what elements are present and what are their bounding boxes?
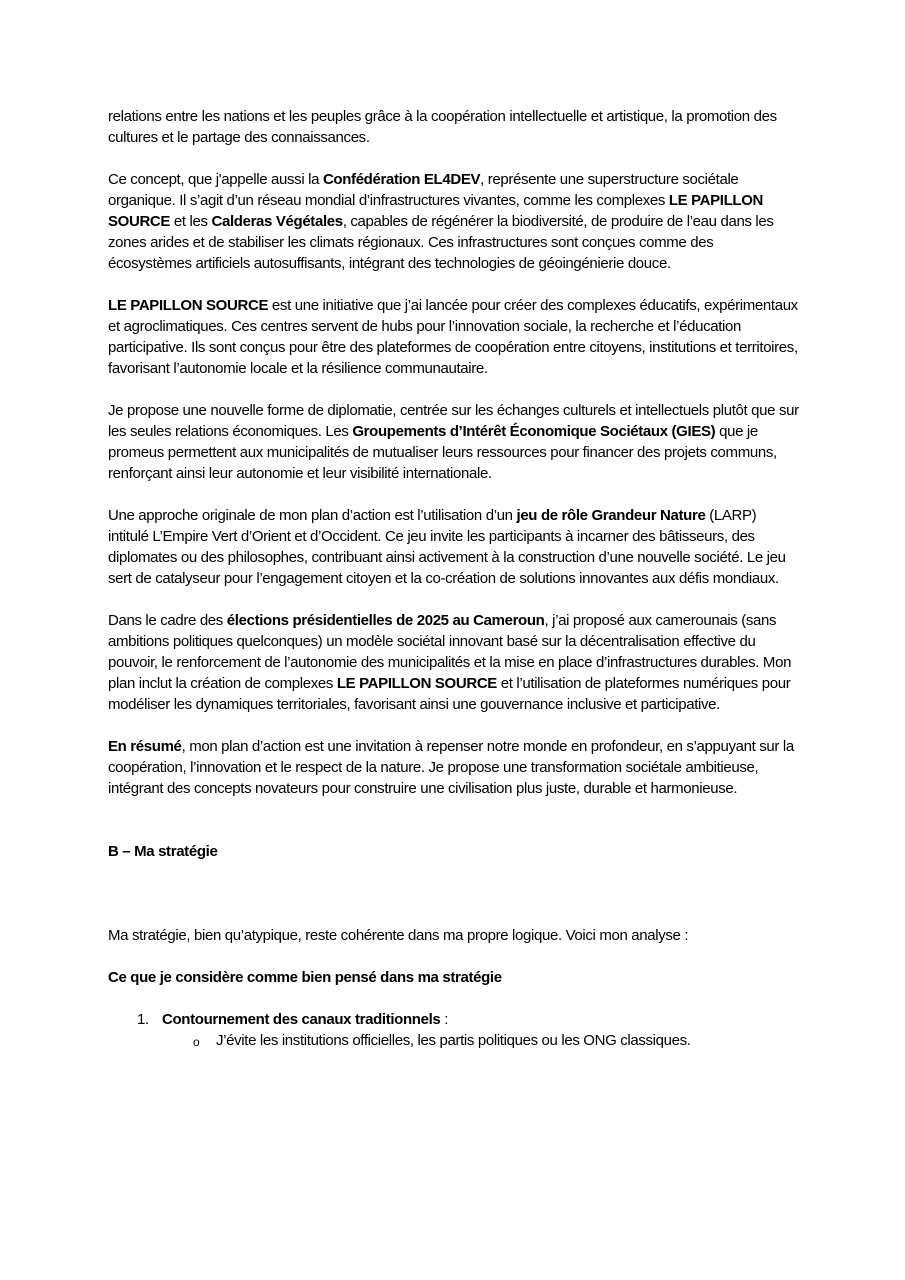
numbered-list [108, 1009, 800, 1051]
bold-term: LE PAPILLON SOURCE [108, 192, 764, 230]
section-heading: B – Ma stratégie [108, 843, 218, 860]
list-item-suffix: : [440, 1011, 449, 1028]
sublist-item-text: J’évite les institutions officielles, les partis politiques ou les ONG classiques. [216, 1032, 691, 1049]
paragraph-1 [108, 106, 800, 148]
text: Ce concept, que j'appelle aussi la [108, 171, 323, 188]
bold-term: Confédération EL4DEV [322, 171, 481, 188]
document-page [108, 106, 800, 1051]
text: , mon plan d’action est une invitation à repenser notre monde en profondeur, en s’appuyant sur la coopération, l’innovation et le respect de la nature. Je propose une transformation sociétale ambitieuse, intégrant des concepts novateurs pour construire une civilisation plus juste, durable et harmonieuse. [108, 738, 794, 797]
bold-term: Calderas Végétales [211, 213, 343, 230]
text: relations entre les nations et les peuples grâce à la coopération intellectuelle et artistique, la promotion des cultures et le partage des connaissances. [108, 108, 777, 146]
bold-term: élections présidentielles de 2025 au Cameroun [226, 612, 545, 629]
list-item [108, 1009, 800, 1051]
text: Une approche originale de mon plan d’action est l’utilisation d’un [108, 507, 517, 524]
text: , capables de régénérer la biodiversité, de produire de l’eau dans les zones arides et de stabiliser les climats régionaux. Ces infrastructures sont conçues comme des écosystèmes artificiels autosuffisants, intégrant des technologies de géoingénierie douce. [108, 213, 774, 272]
text: que je promeus permettent aux municipalités de mutualiser leurs ressources pour financer des projets communs, renforçant ainsi leur autonomie et leur visibilité internationale. [108, 423, 777, 482]
paragraph-3 [108, 295, 800, 379]
paragraph-2 [108, 169, 800, 274]
list-number: 1. [137, 1011, 149, 1028]
paragraph-7 [108, 736, 800, 799]
paragraph-6 [108, 610, 800, 715]
bold-term: LE PAPILLON SOURCE [336, 675, 497, 692]
text: , j’ai proposé aux camerounais (sans ambitions politiques quelconques) un modèle sociétal innovant basé sur la décentralisation effective du pouvoir, le renforcement de l’autonomie des municipalités et la mise en place d’infrastructures durables. Mon plan inclut la création de complexes [108, 612, 792, 692]
bold-term: jeu de rôle Grandeur Nature [516, 507, 706, 524]
sublist-item [108, 1030, 800, 1051]
text: Dans le cadre des [108, 612, 227, 629]
text: (LARP) intitulé L’Empire Vert d’Orient et d’Occident. Ce jeu invite les participants à incarner des bâtisseurs, des diplomates ou des philosophes, contribuant ainsi activement à la construction d’une nouvelle société. Le jeu sert de catalyseur pour l’engagement citoyen et la co-création de solutions innovantes aux défis mondiaux. [108, 507, 786, 587]
text: est une initiative que j’ai lancée pour créer des complexes éducatifs, expérimentaux et agroclimatiques. Ces centres servent de hubs pour l’innovation sociale, la recherche et l’éducation participative. Ils sont conçus pour être des plateformes de coopération entre citoyens, institutions et territoires, favorisant l’autonomie locale et la résilience communautaire. [108, 297, 798, 377]
text: et les [170, 213, 212, 230]
circle-bullet-icon: o [193, 1035, 200, 1049]
paragraph-5 [108, 505, 800, 589]
paragraph-4 [108, 400, 800, 484]
text: , représente une superstructure sociétale organique. Il s’agit d’un réseau mondial d’infrastructures vivantes, comme les complexes [108, 171, 739, 209]
bold-term: En résumé [108, 738, 182, 755]
bold-term: LE PAPILLON SOURCE [108, 297, 269, 314]
section-intro: Ma stratégie, bien qu’atypique, reste cohérente dans ma propre logique. Voici mon analyse : [108, 927, 689, 944]
bold-term: Groupements d’Intérêt Économique Sociétaux (GIES) [352, 423, 716, 440]
text: Je propose une nouvelle forme de diplomatie, centrée sur les échanges culturels et intellectuels plutôt que sur les seules relations économiques. Les [108, 402, 799, 440]
list-item-title: Contournement des canaux traditionnels [162, 1011, 441, 1028]
subsection-heading: Ce que je considère comme bien pensé dans ma stratégie [108, 969, 502, 986]
text: et l’utilisation de plateformes numériques pour modéliser les dynamiques territoriales, favorisant ainsi une gouvernance inclusive et participative. [108, 675, 791, 713]
bullet-sublist [162, 1030, 800, 1051]
